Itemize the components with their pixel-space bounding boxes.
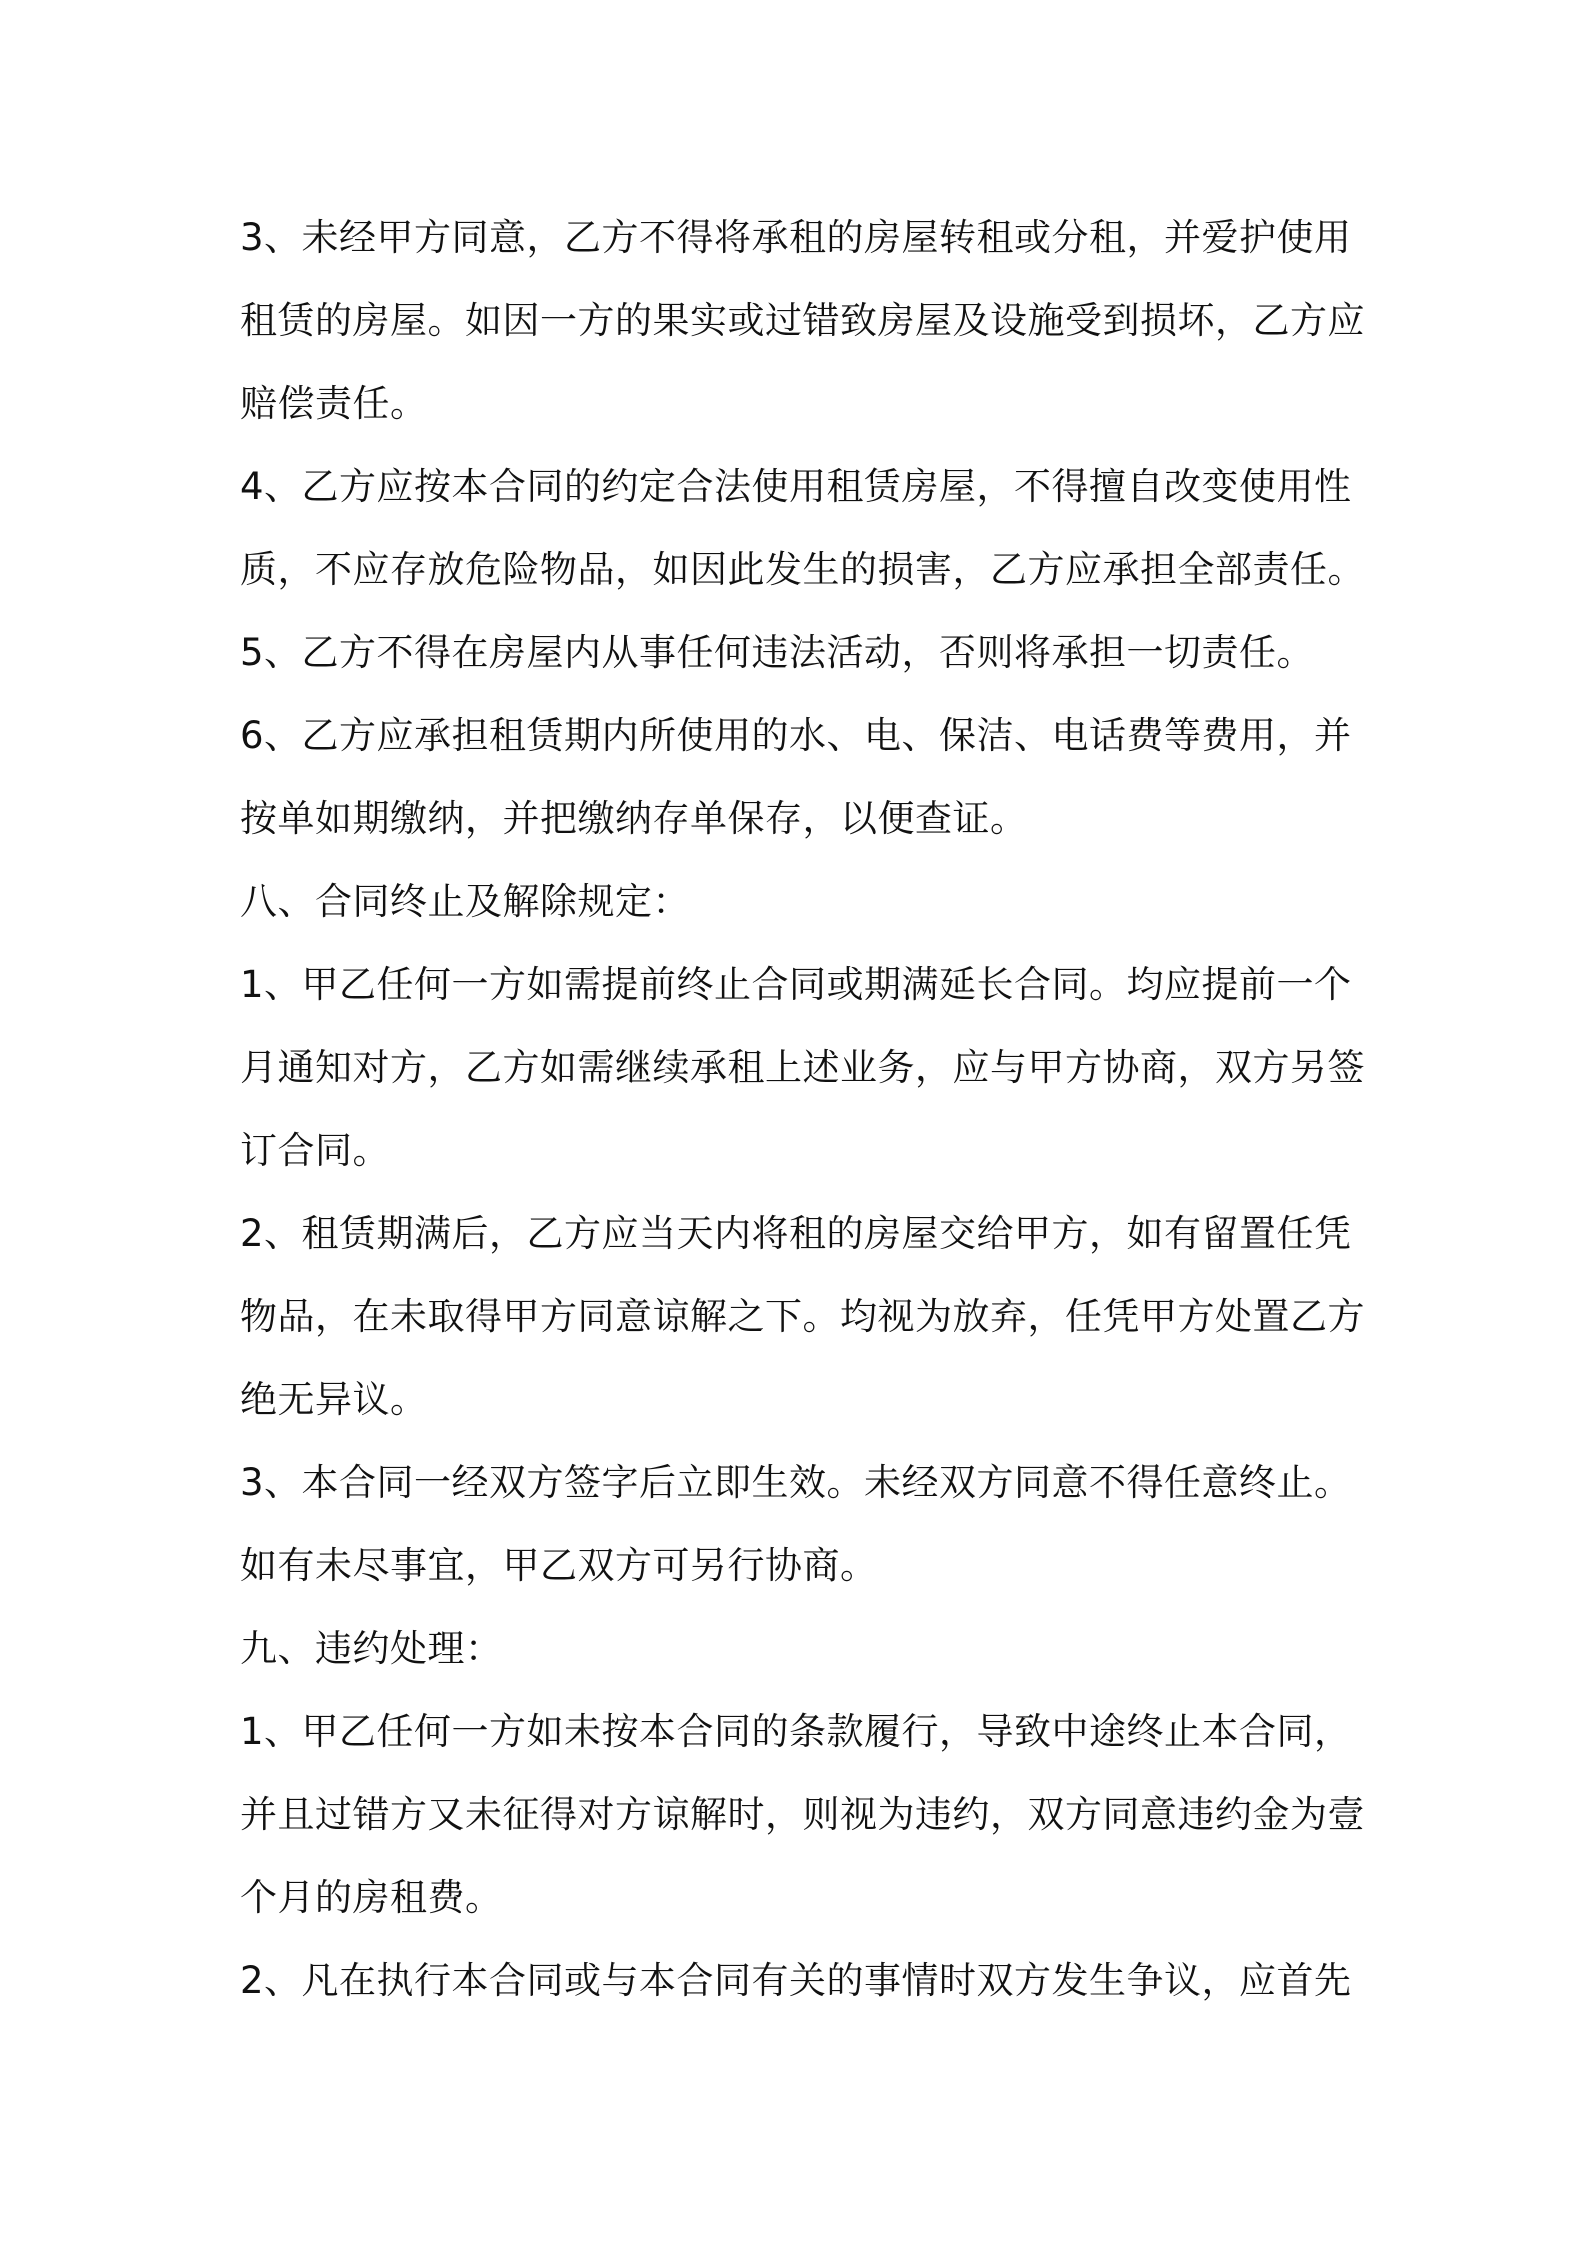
- section-heading: 八、合同终止及解除规定：: [240, 880, 690, 923]
- text-line: 1、甲乙任何一方如未按本合同的条款履行，导致中途终止本合同，: [240, 1710, 1352, 1753]
- text-line: 如有未尽事宜，甲乙双方可另行协商。: [240, 1544, 878, 1587]
- text-line: 1、甲乙任何一方如需提前终止合同或期满延长合同。均应提前一个: [240, 963, 1352, 1006]
- text-line: 绝无异议。: [240, 1378, 428, 1421]
- text-line: 3、本合同一经双方签字后立即生效。未经双方同意不得任意终止。: [240, 1461, 1352, 1504]
- text-line: 4、乙方应按本合同的约定合法使用租赁房屋，不得擅自改变使用性: [240, 465, 1352, 508]
- section-heading: 九、违约处理：: [240, 1627, 503, 1670]
- text-line: 并且过错方又未征得对方谅解时，则视为违约，双方同意违约金为壹: [240, 1793, 1365, 1836]
- text-line: 订合同。: [240, 1129, 390, 1172]
- text-line: 按单如期缴纳，并把缴纳存单保存，以便查证。: [240, 797, 1028, 840]
- text-line: 月通知对方，乙方如需继续承租上述业务，应与甲方协商，双方另签: [240, 1046, 1365, 1089]
- text-line: 6、乙方应承担租赁期内所使用的水、电、保洁、电话费等费用，并: [240, 714, 1352, 757]
- text-line: 个月的房租费。: [240, 1876, 503, 1919]
- document-body: [240, 196, 1365, 2022]
- text-line: 2、租赁期满后，乙方应当天内将租的房屋交给甲方，如有留置任凭: [240, 1212, 1352, 1255]
- text-line: 物品，在未取得甲方同意谅解之下。均视为放弃，任凭甲方处置乙方: [240, 1295, 1365, 1338]
- text-line: 3、未经甲方同意，乙方不得将承租的房屋转租或分租，并爱护使用: [240, 216, 1352, 259]
- text-line: 5、乙方不得在房屋内从事任何违法活动，否则将承担一切责任。: [240, 631, 1315, 674]
- text-line: 赔偿责任。: [240, 382, 428, 425]
- text-line: 质，不应存放危险物品，如因此发生的损害，乙方应承担全部责任。: [240, 548, 1365, 591]
- text-line: 2、凡在执行本合同或与本合同有关的事情时双方发生争议，应首先: [240, 1959, 1352, 2002]
- text-line: 租赁的房屋。如因一方的果实或过错致房屋及设施受到损坏，乙方应: [240, 299, 1365, 342]
